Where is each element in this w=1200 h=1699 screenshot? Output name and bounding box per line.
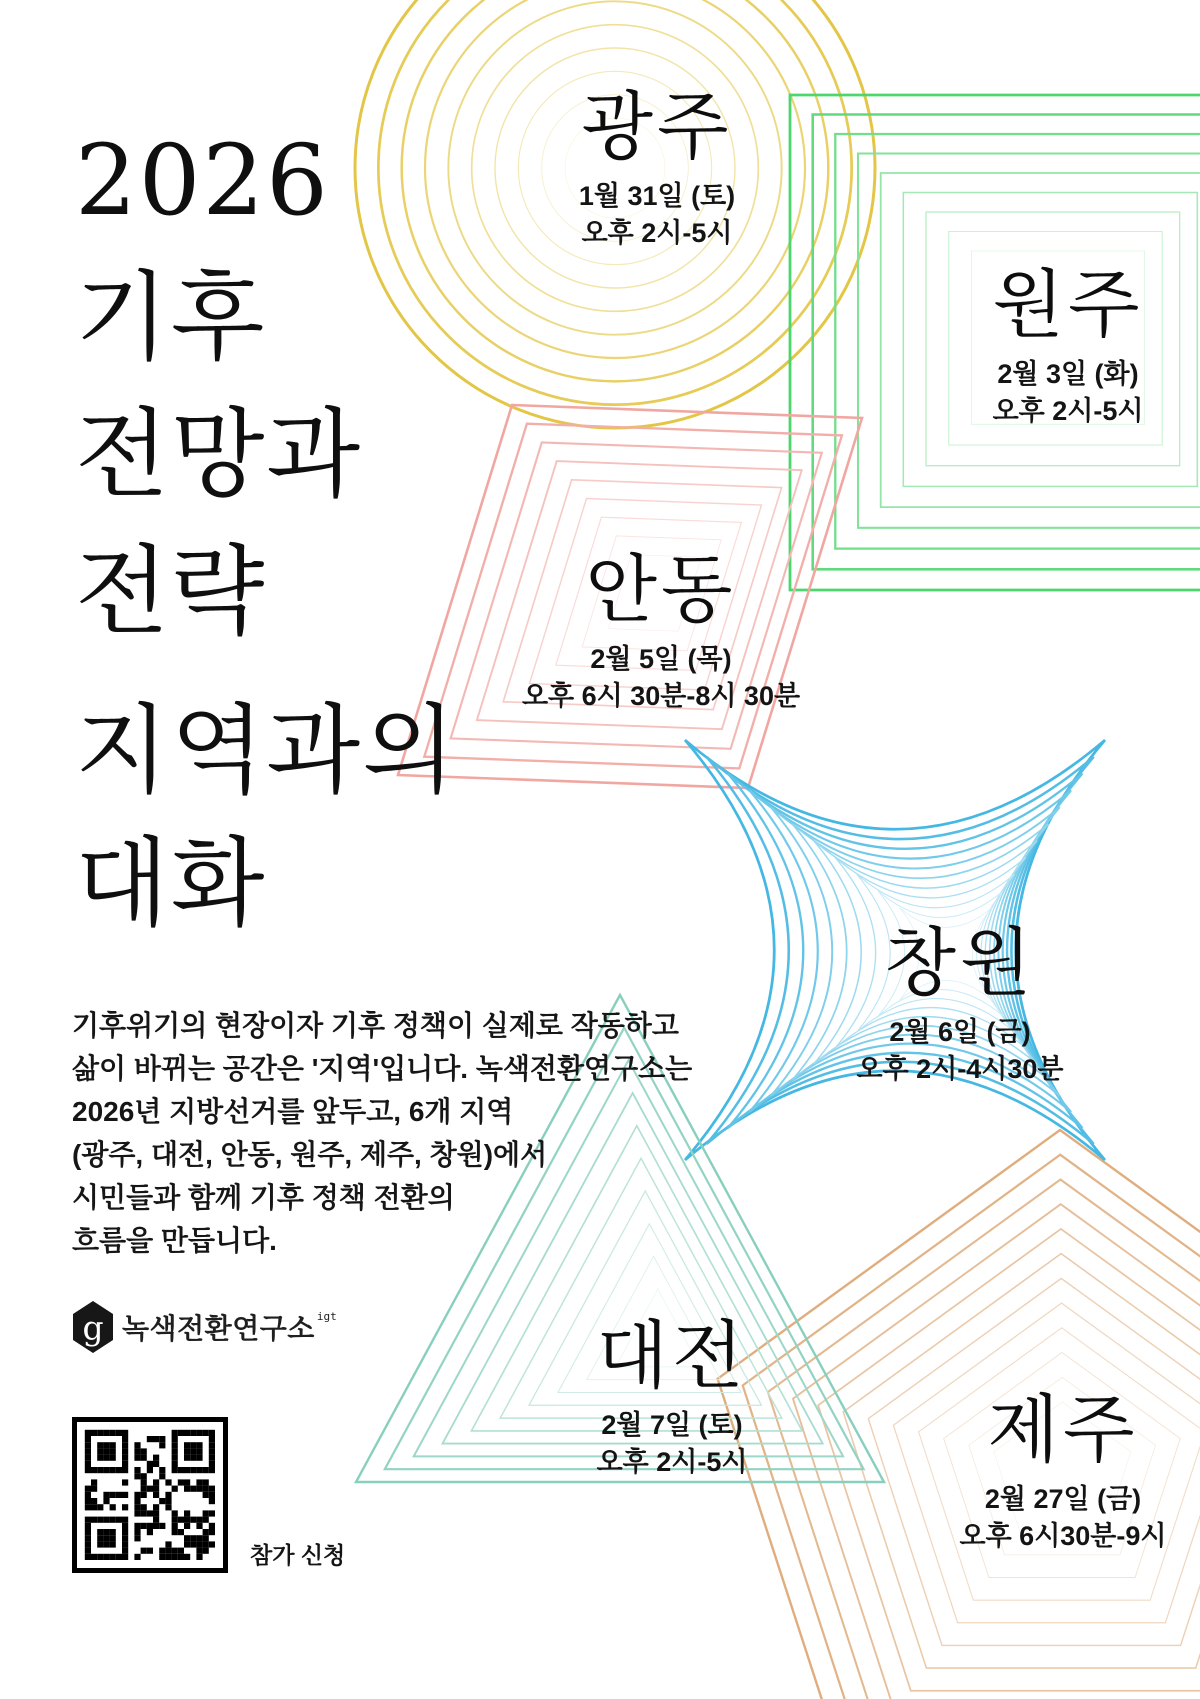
event-date: 2월 27일 (금)	[984, 1484, 1142, 1514]
intro-line-1: 기후위기의 현장이자 기후 정책이 실제로 작동하고	[72, 1010, 679, 1041]
intro-line-4: (광주, 대전, 안동, 원주, 제주, 창원)에서	[72, 1139, 548, 1170]
hexagon-g-logo-icon	[73, 1301, 113, 1353]
poster-title-line-2: 기후	[75, 261, 267, 374]
poster-title-line-5: 지역과의	[75, 694, 458, 807]
event-date: 1월 31일 (토)	[578, 181, 736, 211]
event-city-name: 원주	[992, 262, 1144, 348]
event-jeju	[959, 1387, 1167, 1551]
event-changwon	[856, 920, 1064, 1084]
event-city-name: 안동	[585, 547, 737, 633]
svg-text:g: g	[82, 1308, 104, 1347]
event-wonju	[992, 262, 1144, 426]
event-time: 오후 6시 30분-8시 30분	[521, 681, 801, 711]
poster-title-line-6: 대화	[75, 827, 267, 940]
qr-caption: 참가 신청	[250, 1542, 346, 1568]
event-date: 2월 6일 (금)	[889, 1017, 1031, 1047]
poster-title-line-1: 2026	[75, 124, 330, 237]
org-name: 녹색전환연구소	[122, 1313, 315, 1344]
event-time: 오후 2시-4시30분	[856, 1054, 1064, 1084]
qr-code	[72, 1417, 228, 1573]
event-time: 오후 2시-5시	[992, 396, 1144, 426]
org-name-superscript: igt	[316, 1309, 337, 1323]
intro-line-2: 삶이 바뀌는 공간은 '지역'입니다. 녹색전환연구소는	[72, 1053, 693, 1084]
poster-title-line-4: 전략	[75, 535, 267, 648]
event-daejeon	[596, 1313, 748, 1477]
event-date: 2월 3일 (화)	[997, 359, 1139, 389]
intro-line-6: 흐름을 만듭니다.	[72, 1225, 277, 1256]
event-date: 2월 5일 (목)	[590, 644, 732, 674]
event-city-name: 창원	[884, 920, 1036, 1006]
event-city-name: 대전	[596, 1313, 748, 1399]
org-logo	[73, 1301, 337, 1353]
intro-line-3: 2026년 지방선거를 앞두고, 6개 지역	[72, 1096, 514, 1127]
event-city-name: 광주	[581, 84, 733, 170]
event-time: 오후 2시-5시	[596, 1447, 748, 1477]
event-gwangju	[578, 84, 736, 248]
intro-line-5: 시민들과 함께 기후 정책 전환의	[72, 1182, 455, 1213]
event-date: 2월 7일 (토)	[601, 1410, 743, 1440]
event-time: 오후 2시-5시	[581, 218, 733, 248]
event-time: 오후 6시30분-9시	[959, 1521, 1167, 1551]
poster-title-line-3: 전망과	[75, 398, 363, 511]
event-city-name: 제주	[987, 1387, 1139, 1473]
event-andong	[521, 547, 801, 711]
